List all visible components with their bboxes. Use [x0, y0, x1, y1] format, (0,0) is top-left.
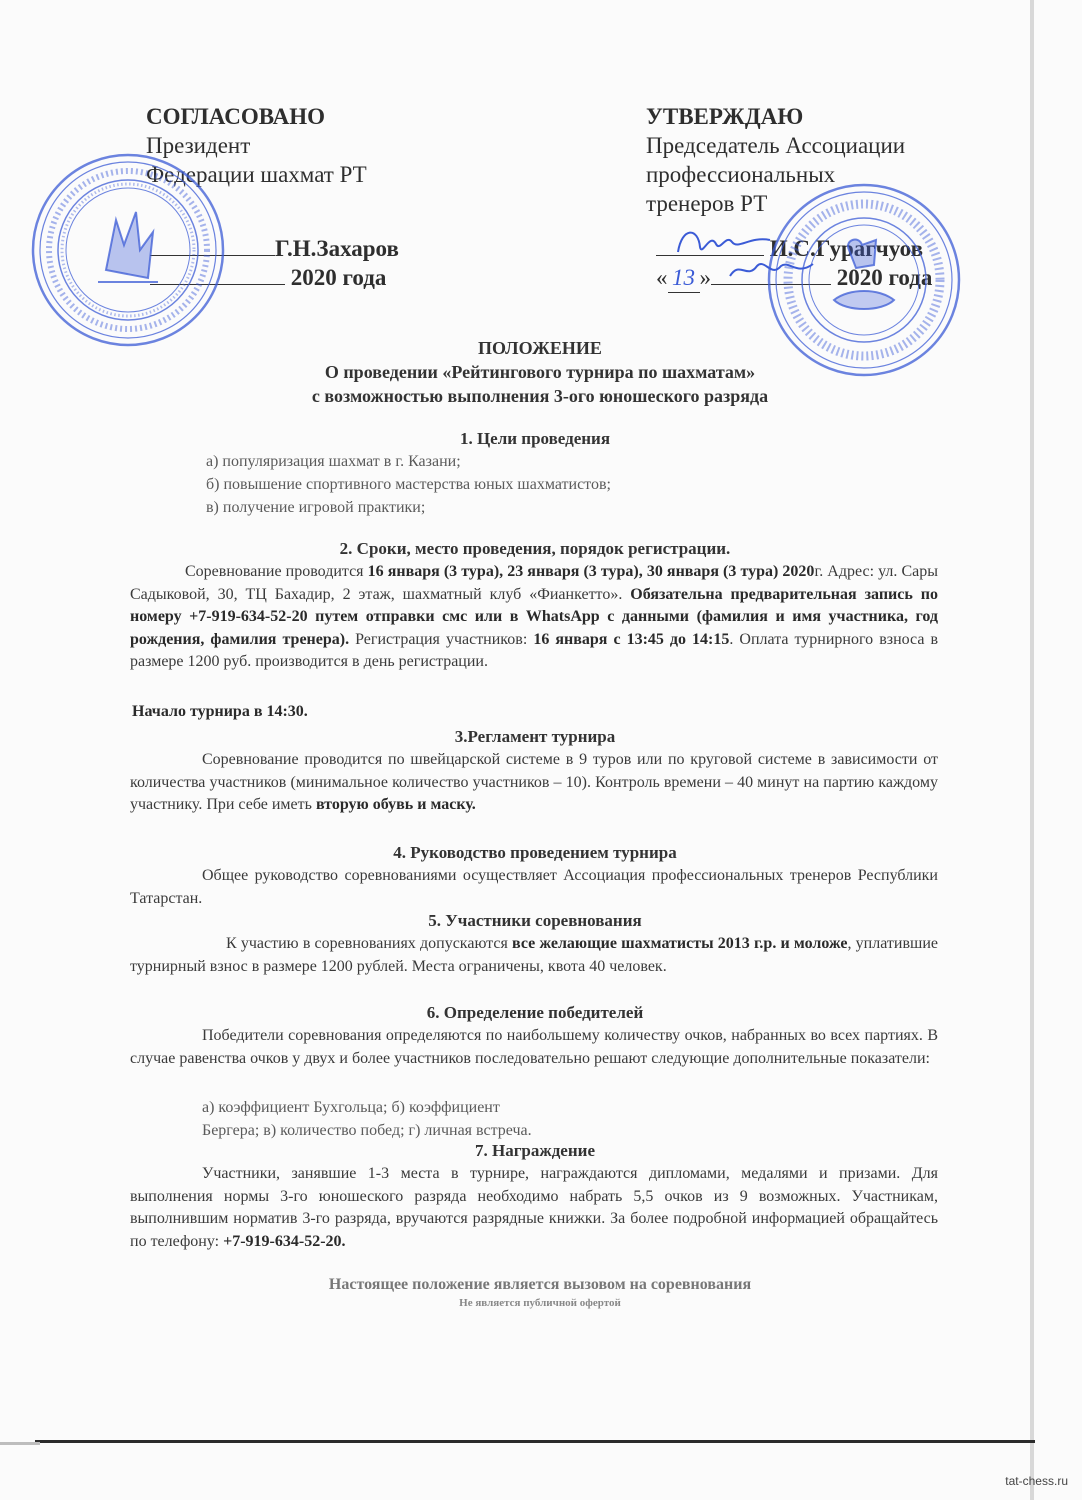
page-edge-bottom — [35, 1440, 1035, 1443]
section4-heading: 4. Руководство проведением турнира — [393, 843, 677, 862]
section6-body: Победители соревнования определяются по наибольшему количеству очков, набранных во всех партиях. В случае равенства очков у двух и более участников последовательно решают следующие дополнительные показатели: — [130, 1027, 938, 1067]
approval-left-line2: Федерации шахмат РТ — [146, 162, 367, 187]
title-line3: с возможностью выполнения 3-ого юношеского разряда — [311, 386, 769, 406]
s5-eligibility: все желающие шахматисты 2013 г.р. и моложе — [512, 935, 848, 952]
tiebreak-line1: а) коэффициент Бухгольца; б) коэффициент — [202, 1099, 500, 1116]
page-edge-bottom-left — [0, 1442, 40, 1445]
tiebreak-line2: Бергера; в) количество побед; г) личная встреча. — [202, 1122, 532, 1139]
s7-text1: Участники, занявшие 1-3 места в турнире, награждаются дипломами, медалями и призами. Для выполнения нормы 3-го юношеского разряда необходимо набрать 5,5 очков из 9 возможных. Участникам, выполнившим норматив 3-го разряда, вручаются разрядные книжки. За более подробной информацией обращайтесь по телефону: — [130, 1165, 938, 1250]
s2-registration-note: Обязательна предварительная запись по номеру +7-919-634-52-20 путем отправки смс или в WhatsApp с данными (фамилия и имя участника, год рождения, фамилия тренера). — [130, 585, 938, 648]
s7-phone: +7-919-634-52-20. — [223, 1232, 346, 1250]
goal-a: а) популяризация шахмат в г. Казани; — [206, 453, 461, 470]
page-edge-right — [1030, 0, 1034, 1500]
section3-body — [130, 749, 938, 817]
section7-heading: 7. Награждение — [474, 1141, 595, 1160]
section5-body — [130, 933, 938, 978]
s2-dates: 16 января (3 тура), 23 января (3 тура), 30 января (3 тура) 2020 — [367, 563, 815, 580]
approval-left-line1: Президент — [146, 133, 251, 158]
date-right-open: « — [656, 265, 668, 290]
s2-text3: Регистрация участников: — [349, 630, 534, 648]
site-watermark: tat-chess.ru — [1005, 1474, 1068, 1488]
approval-right-line2: профессиональных — [646, 162, 836, 187]
section2-body — [130, 561, 938, 674]
s2-text1: Соревнование проводится — [185, 563, 368, 580]
footer-call-note: Настоящее положение является вызовом на соревнования — [328, 1276, 752, 1293]
section5-heading: 5. Участники соревнования — [428, 911, 642, 930]
section4-body: Общее руководство соревнованиями осуществляет Ассоциация профессиональных тренеров Республики Татарстан. — [130, 867, 938, 907]
date-left: 2020 года — [290, 265, 387, 290]
s2-text4: . Оплата турнирного взноса в размере 1200 руб. производится в день регистрации. — [130, 630, 939, 670]
federation-seal-icon — [28, 150, 228, 350]
approval-right-line3: тренеров РТ — [646, 191, 768, 216]
section1-heading: 1. Цели проведения — [459, 429, 611, 448]
section7-body — [130, 1163, 938, 1253]
section3-heading: 3.Регламент турнира — [454, 727, 616, 746]
date-right-close: » — [699, 265, 711, 290]
date-right-day: 13 — [668, 263, 700, 293]
goal-c: в) получение игровой практики; — [206, 499, 426, 516]
signer-right: И.С.Гурагчуов — [769, 236, 923, 261]
date-right-year: 2020 года — [836, 265, 933, 290]
signer-left: Г.Н.Захаров — [275, 236, 399, 261]
footer-offer-note: Не является публичной офертой — [459, 1297, 621, 1309]
section6-heading: 6. Определение победителей — [426, 1003, 644, 1022]
s5-text1: К участию в соревнованиях допускаются — [226, 935, 513, 952]
title-line2: О проведении «Рейтингового турнира по шахматам» — [324, 362, 756, 382]
approval-right-line1: Председатель Ассоциации — [646, 133, 906, 158]
section2-start-time: Начало турнира в 14:30. — [132, 703, 308, 720]
s3-bring-note: вторую обувь и маску. — [315, 796, 476, 813]
s3-text1: Соревнование проводится по швейцарской системе в 9 туров или по круговой системе в зависимости от количества участников (минимальное количество участников – 10). Контроль времени – 40 минут на партию каждому участнику. При себе иметь — [130, 751, 938, 813]
s5-text2: , уплатившие турнирный взнос в размере 1200 рублей. Места ограничены, квота 40 человек. — [130, 935, 939, 975]
s2-registration-time: 16 января с 13:45 до 14:15 — [533, 630, 730, 648]
approval-left-heading: СОГЛАСОВАНО — [146, 104, 326, 129]
goal-b: б) повышение спортивного мастерства юных шахматистов; — [206, 476, 611, 493]
approval-right-heading: УТВЕРЖДАЮ — [646, 104, 804, 129]
section2-heading: 2. Сроки, место проведения, порядок регистрации. — [339, 539, 731, 558]
title-line1: ПОЛОЖЕНИЕ — [478, 338, 602, 358]
document-title — [150, 336, 930, 408]
s2-text2: г. Адрес: ул. Сары Садыковой, 30, ТЦ Бахадир, 2 этаж, шахматный клуб «Фианкетто». — [130, 563, 938, 603]
